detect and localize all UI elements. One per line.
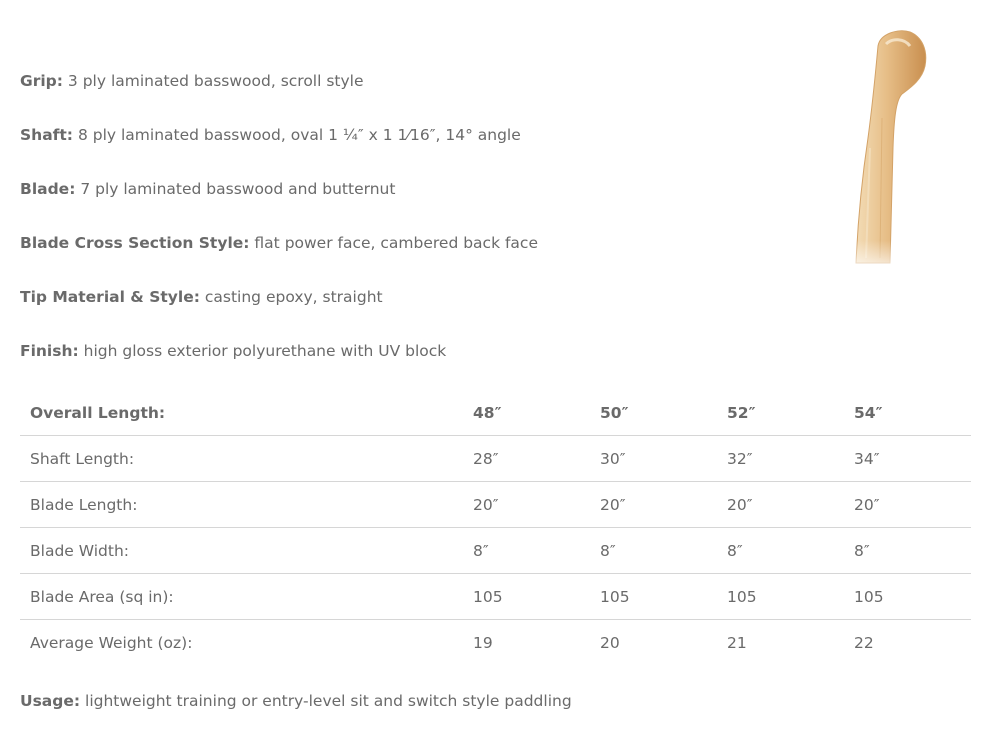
table-cell: 22: [844, 620, 971, 666]
table-row: [20, 574, 971, 620]
table-cell: 8″: [463, 528, 590, 574]
spec-label: Shaft:: [20, 126, 74, 144]
table-cell: 30″: [590, 436, 717, 482]
spec-label: Grip:: [20, 72, 63, 90]
table-cell: 20: [590, 620, 717, 666]
table-cell: 20″: [717, 482, 844, 528]
spec-grip: [20, 70, 538, 124]
spec-value: high gloss exterior polyurethane with UV block: [83, 342, 447, 360]
table-header-cell: 48″: [463, 390, 590, 436]
table-cell: 32″: [717, 436, 844, 482]
table-row: [20, 528, 971, 574]
table-header-row: [20, 390, 971, 436]
spec-value: 8 ply laminated basswood, oval 1 ¼″ x 1 1⁄16″, 14° angle: [77, 126, 521, 144]
table-cell: 20″: [844, 482, 971, 528]
table-row: [20, 620, 971, 666]
table-cell: 20″: [463, 482, 590, 528]
table-row: [20, 436, 971, 482]
spec-value: 3 ply laminated basswood, scroll style: [67, 72, 364, 90]
table-header-cell: Overall Length:: [20, 390, 463, 436]
size-table: [20, 390, 971, 665]
spec-list: [20, 70, 538, 394]
spec-tip: [20, 286, 538, 340]
spec-shaft: [20, 124, 538, 178]
spec-value: flat power face, cambered back face: [254, 234, 538, 252]
paddle-grip-image: [848, 28, 938, 278]
table-header-cell: 52″: [717, 390, 844, 436]
table-cell: 8″: [717, 528, 844, 574]
table-header-cell: 50″: [590, 390, 717, 436]
spec-label: Blade:: [20, 180, 76, 198]
usage-line: [20, 690, 572, 712]
table-cell: 105: [717, 574, 844, 620]
spec-label: Blade Cross Section Style:: [20, 234, 250, 252]
usage-value: lightweight training or entry-level sit and switch style paddling: [85, 692, 572, 710]
table-cell: 8″: [590, 528, 717, 574]
spec-value: 7 ply laminated basswood and butternut: [80, 180, 396, 198]
table-cell: 28″: [463, 436, 590, 482]
table-cell: 20″: [590, 482, 717, 528]
table-cell: 8″: [844, 528, 971, 574]
spec-label: Finish:: [20, 342, 79, 360]
table-cell: Average Weight (oz):: [20, 620, 463, 666]
table-cell: 105: [590, 574, 717, 620]
table-cell: 105: [844, 574, 971, 620]
table-cell: Blade Width:: [20, 528, 463, 574]
paddle-grip-icon: [848, 28, 938, 278]
table-header-cell: 54″: [844, 390, 971, 436]
spec-label: Tip Material & Style:: [20, 288, 200, 306]
spec-finish: [20, 340, 538, 394]
table-row: [20, 482, 971, 528]
spec-blade: [20, 178, 538, 232]
table-cell: 105: [463, 574, 590, 620]
table-cell: 19: [463, 620, 590, 666]
usage-label: Usage:: [20, 692, 81, 710]
table-cell: Shaft Length:: [20, 436, 463, 482]
table-cell: 21: [717, 620, 844, 666]
spec-value: casting epoxy, straight: [204, 288, 383, 306]
table-cell: 34″: [844, 436, 971, 482]
table-cell: Blade Length:: [20, 482, 463, 528]
spec-cross-section: [20, 232, 538, 286]
table-cell: Blade Area (sq in):: [20, 574, 463, 620]
